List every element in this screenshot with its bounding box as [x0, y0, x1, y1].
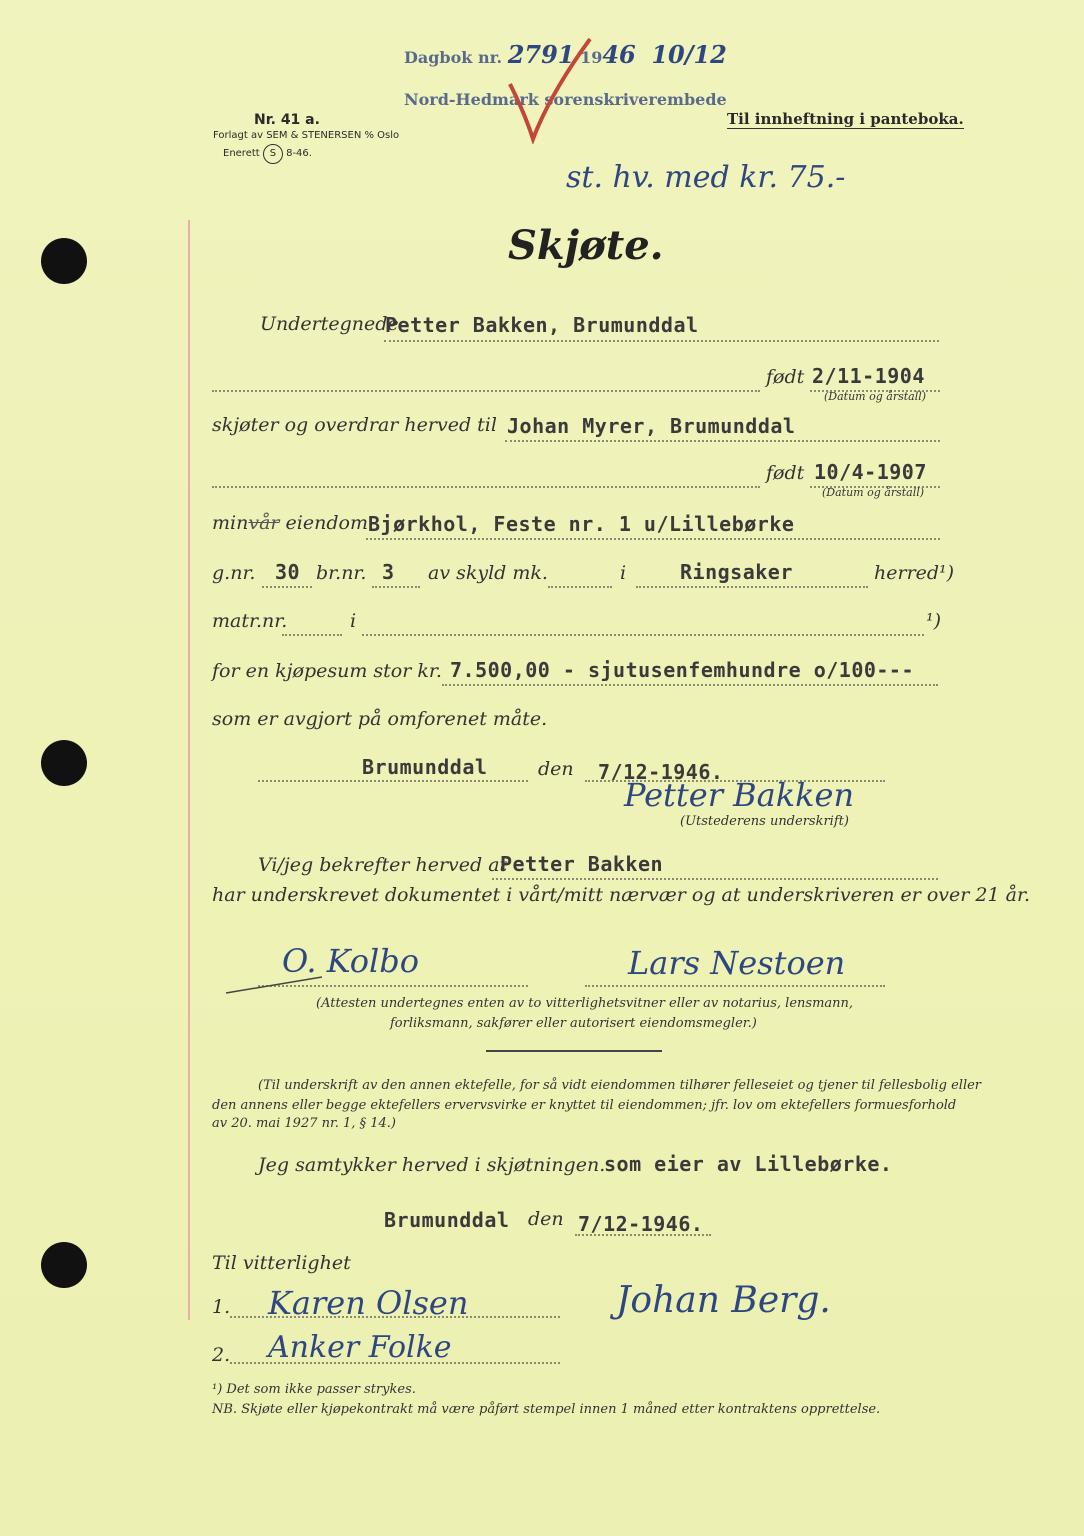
attest-person-line: [492, 878, 938, 880]
consent-text: Jeg samtykker herved i skjøtningen.: [258, 1154, 606, 1176]
buyer-name: Johan Myrer, Brumunddal: [507, 414, 796, 438]
witness-anker-line: [230, 1362, 560, 1364]
consent-den-label: den: [528, 1208, 564, 1230]
sign-den-label: den: [538, 758, 574, 780]
seller-extra-line: [212, 390, 760, 392]
seller-birthdate: 2/11-1904: [812, 364, 925, 388]
property-line: [366, 538, 940, 540]
attest-vi-text: Vi/jeg bekrefter herved at: [258, 854, 508, 876]
section-divider: [486, 1050, 662, 1052]
stroke-mark: [224, 975, 324, 995]
check-mark-icon: [505, 34, 595, 144]
attest-note-line1: (Attesten undertegnes enten av to vitterlighetsvitner eller av notarius, lensmann,: [316, 996, 854, 1011]
consent-place: Brumunddal: [384, 1208, 510, 1232]
document-title: Skjøte.: [508, 222, 664, 269]
spouse-note-line2: den annens eller begge ektefellers ervervsvirke er knyttet til eiendommen; jfr. lov om ektefellers formuesforhold: [212, 1098, 957, 1113]
gnr-line: [262, 586, 312, 588]
matr-label: matr.nr.: [212, 610, 288, 632]
attach-note: Til innheftning i panteboka.: [727, 110, 964, 128]
struck-var: vår: [248, 512, 280, 534]
gnr-value: 30: [275, 560, 301, 584]
buyer-extra-line: [212, 486, 760, 488]
brnr-line: [372, 586, 420, 588]
punch-hole-middle: [41, 740, 87, 786]
handwritten-fee-note: st. hv. med kr. 75.-: [566, 160, 846, 195]
i-label: i: [620, 562, 627, 584]
utsteder-label: (Utstederens underskrift): [680, 814, 849, 829]
footnote-1: ¹) Det som ikke passer strykes.: [212, 1382, 416, 1397]
witnesses-label: Til vitterlighet: [212, 1252, 351, 1274]
witness2-signature: Lars Nestoen: [628, 944, 846, 982]
undertegnede-label: Undertegnede: [260, 313, 399, 335]
spouse-note-line3: av 20. mai 1927 nr. 1, § 14.): [212, 1116, 396, 1131]
herred-label: herred¹): [874, 562, 955, 584]
punch-hole-top: [41, 238, 87, 284]
publisher-line: Forlagt av SEM & STENERSEN % Oslo: [213, 130, 400, 141]
dagbok-number: 2791: [507, 40, 575, 69]
sign-place-line: [258, 780, 528, 782]
witness-karen-signature: Karen Olsen: [268, 1284, 469, 1322]
court-stamp: Nord-Hedmark sorenskriverembede: [404, 90, 727, 109]
consent-date-line: [575, 1234, 711, 1236]
consent-date: 7/12-1946.: [578, 1212, 704, 1236]
skyld-line: [548, 586, 612, 588]
witness1-signature: O. Kolbo: [282, 942, 419, 980]
kjopesum-label: for en kjøpesum stor kr.: [212, 660, 442, 682]
sign-place: Brumunddal: [362, 755, 488, 779]
matr-i-line: [362, 634, 924, 636]
buyer-fodt-label: født: [766, 462, 805, 484]
matr-i-label: i: [350, 610, 357, 632]
spouse-note-line1: (Til underskrift av den annen ektefelle, for så vidt eiendommen tilhører felleseiet og tjener til fellesbolig eller: [258, 1078, 982, 1093]
buyer-birthdate: 10/4-1907: [814, 460, 927, 484]
herred-value: Ringsaker: [680, 560, 793, 584]
spouse-signature: Johan Berg.: [616, 1280, 831, 1321]
witness2-line: [585, 985, 885, 987]
attest-person: Petter Bakken: [500, 852, 664, 876]
matr-line: [282, 634, 342, 636]
herred-line: [636, 586, 868, 588]
witness2-number: 2.: [212, 1344, 231, 1366]
seller-datum-label: (Datum og årstall): [824, 390, 927, 403]
consent-typed: som eier av Lillebørke.: [604, 1152, 893, 1176]
witness1-number: 1.: [212, 1296, 231, 1318]
seller-signature: Petter Bakken: [624, 776, 855, 814]
sign-date: 7/12-1946.: [598, 760, 724, 784]
gnr-label: g.nr.: [212, 562, 256, 584]
monopoly-seal-icon: S: [263, 144, 283, 164]
witness-karen-line: [230, 1316, 560, 1318]
min-label: minvår eiendom: [212, 512, 368, 534]
seller-name: Petter Bakken, Brumunddal: [385, 313, 699, 337]
handwritten-date: 10/12: [651, 40, 727, 69]
price-value: 7.500,00 - sjutusenfemhundre o/100---: [450, 658, 915, 682]
form-number: Nr. 41 a.: [254, 112, 320, 128]
margin-line: [188, 220, 190, 1320]
skjoter-label: skjøter og overdrar herved til: [212, 414, 497, 436]
punch-hole-bottom: [41, 1242, 87, 1288]
avgjort-text: som er avgjort på omforenet måte.: [212, 708, 548, 730]
brnr-label: br.nr.: [316, 562, 367, 584]
monopoly-line: Enerett S 8-46.: [223, 144, 312, 164]
buyer-datum-label: (Datum og årstall): [822, 486, 925, 499]
price-line: [442, 684, 938, 686]
dagbok-stamp: Dagbok nr. 2791 1946 10/12: [404, 40, 727, 69]
attest-note-line2: forliksmann, sakfører eller autorisert eiendomsmegler.): [390, 1016, 757, 1031]
matr-end: ¹): [926, 610, 942, 632]
property-name: Bjørkhol, Feste nr. 1 u/Lillebørke: [368, 512, 795, 536]
footnote-nb: NB. Skjøte eller kjøpekontrakt må være påført stempel innen 1 måned etter kontraktens opprettelse.: [212, 1402, 881, 1417]
attest-line2: har underskrevet dokumentet i vårt/mitt nærvær og at underskriveren er over 21 år.: [212, 884, 1030, 906]
skyld-label: av skyld mk.: [428, 562, 548, 584]
seller-line: [384, 340, 939, 342]
witness-anker-signature: Anker Folke: [268, 1330, 452, 1365]
buyer-line: [505, 440, 940, 442]
brnr-value: 3: [382, 560, 395, 584]
seller-fodt-label: født: [766, 366, 805, 388]
